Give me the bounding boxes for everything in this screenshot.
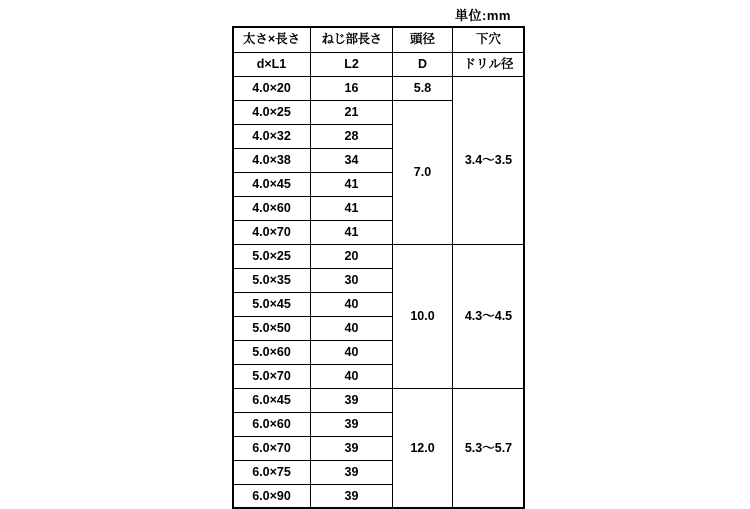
header-head-diameter: 頭径 <box>393 27 453 53</box>
cell-size: 6.0×60 <box>233 413 311 437</box>
cell-thread-length: 39 <box>311 461 393 485</box>
cell-size: 6.0×90 <box>233 485 311 509</box>
header-size: 太さ×長さ <box>233 27 311 53</box>
cell-size: 4.0×25 <box>233 101 311 125</box>
cell-thread-length: 39 <box>311 437 393 461</box>
header-pilot-hole: 下穴 <box>453 27 525 53</box>
cell-thread-length: 39 <box>311 485 393 509</box>
unit-note: 単位:mm <box>455 8 511 23</box>
cell-head-diameter: 7.0 <box>393 101 453 245</box>
table-row <box>233 389 525 413</box>
cell-pilot-hole: 4.3〜4.5 <box>453 245 525 389</box>
header-thread-symbol: L2 <box>311 53 393 77</box>
cell-head-diameter: 5.8 <box>393 77 453 101</box>
cell-size: 4.0×38 <box>233 149 311 173</box>
cell-head-diameter: 12.0 <box>393 389 453 509</box>
header-drill-diameter: ドリル径 <box>453 53 525 77</box>
cell-thread-length: 40 <box>311 317 393 341</box>
table-row <box>233 77 525 101</box>
cell-thread-length: 39 <box>311 413 393 437</box>
cell-thread-length: 34 <box>311 149 393 173</box>
header-row-top <box>233 27 525 53</box>
cell-thread-length: 41 <box>311 221 393 245</box>
cell-size: 4.0×60 <box>233 197 311 221</box>
cell-head-diameter: 10.0 <box>393 245 453 389</box>
cell-size: 5.0×35 <box>233 269 311 293</box>
cell-thread-length: 28 <box>311 125 393 149</box>
cell-thread-length: 21 <box>311 101 393 125</box>
header-head-symbol: D <box>393 53 453 77</box>
cell-thread-length: 41 <box>311 173 393 197</box>
cell-pilot-hole: 5.3〜5.7 <box>453 389 525 509</box>
header-thread-length: ねじ部長さ <box>311 27 393 53</box>
cell-thread-length: 40 <box>311 293 393 317</box>
table-header <box>233 27 525 77</box>
table-body <box>233 77 525 509</box>
cell-size: 5.0×70 <box>233 365 311 389</box>
cell-thread-length: 30 <box>311 269 393 293</box>
cell-thread-length: 40 <box>311 365 393 389</box>
cell-thread-length: 40 <box>311 341 393 365</box>
cell-size: 4.0×32 <box>233 125 311 149</box>
cell-size: 5.0×60 <box>233 341 311 365</box>
cell-thread-length: 39 <box>311 389 393 413</box>
header-row-sub <box>233 53 525 77</box>
cell-size: 6.0×75 <box>233 461 311 485</box>
cell-size: 6.0×45 <box>233 389 311 413</box>
cell-thread-length: 41 <box>311 197 393 221</box>
cell-size: 4.0×20 <box>233 77 311 101</box>
table-row <box>233 245 525 269</box>
cell-size: 5.0×45 <box>233 293 311 317</box>
cell-thread-length: 20 <box>311 245 393 269</box>
cell-size: 6.0×70 <box>233 437 311 461</box>
cell-size: 4.0×70 <box>233 221 311 245</box>
cell-thread-length: 16 <box>311 77 393 101</box>
cell-size: 5.0×50 <box>233 317 311 341</box>
cell-size: 5.0×25 <box>233 245 311 269</box>
screw-spec-table <box>232 26 525 509</box>
cell-pilot-hole: 3.4〜3.5 <box>453 77 525 245</box>
cell-size: 4.0×45 <box>233 173 311 197</box>
header-size-symbol: d×L1 <box>233 53 311 77</box>
